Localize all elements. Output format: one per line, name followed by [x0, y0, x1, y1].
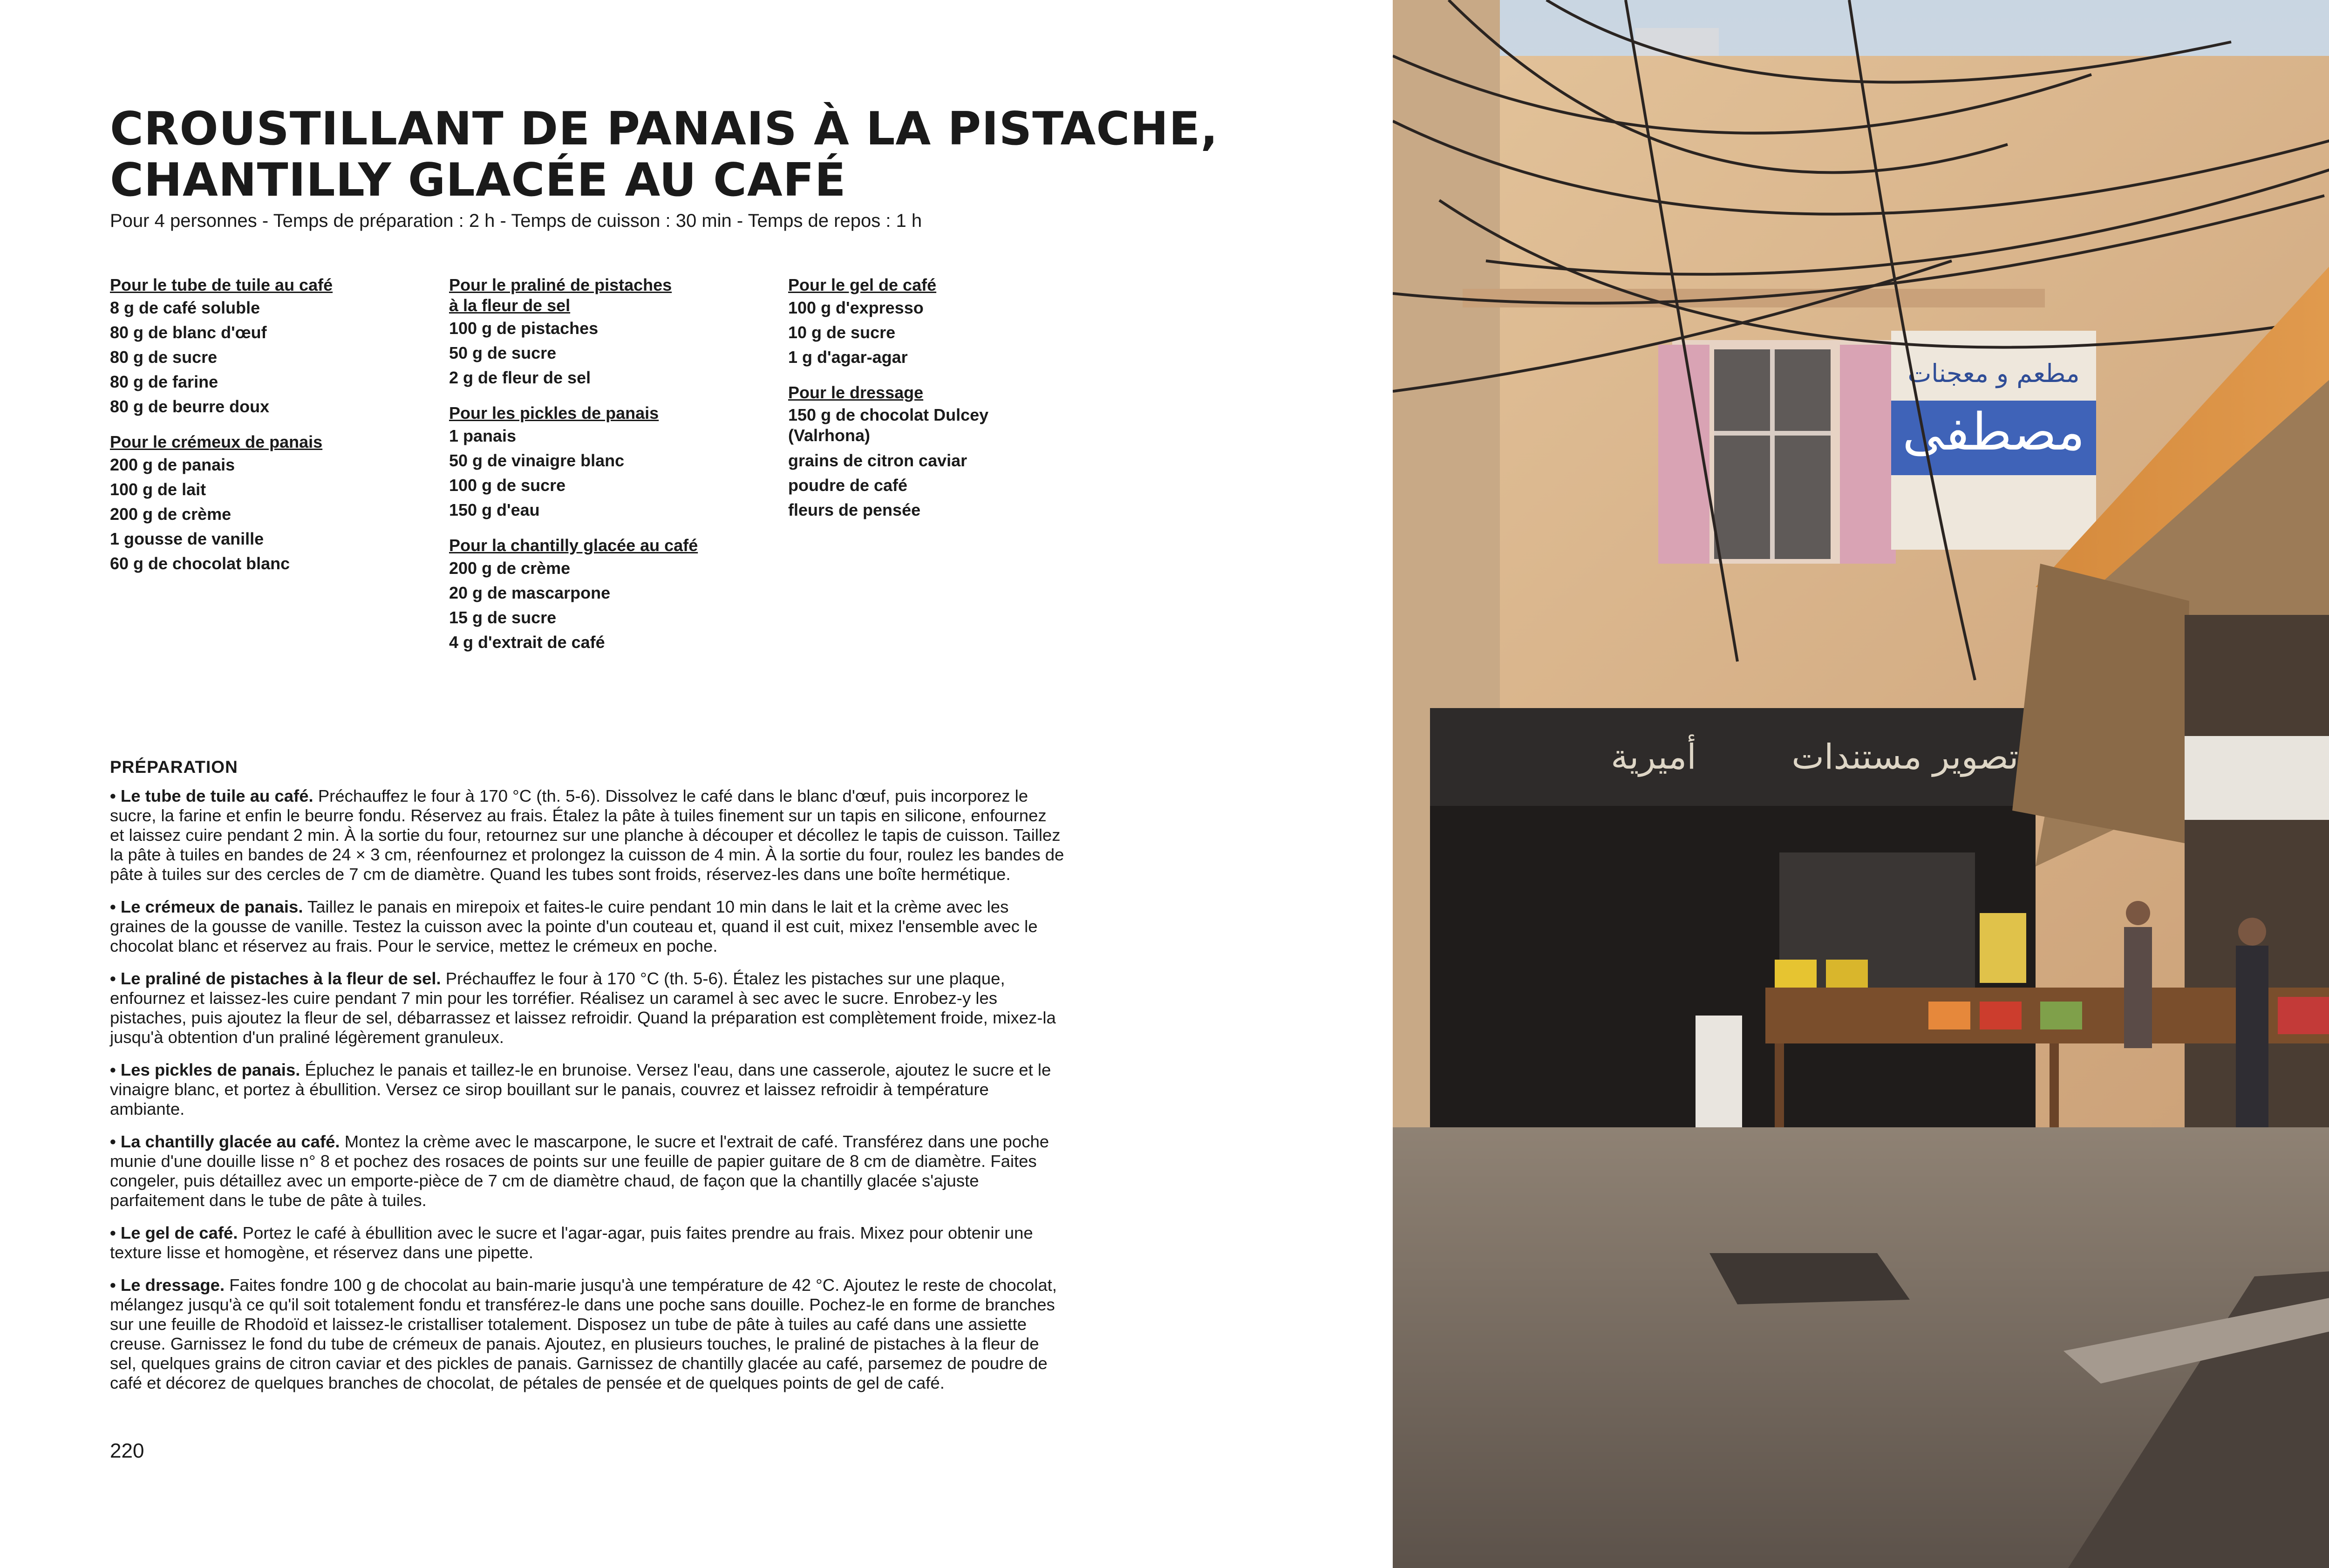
- page-number: 220: [110, 1439, 144, 1462]
- step-text: Montez la crème avec le mascarpone, le sucre et l'extrait de café. Transférez dans une poche munie d'une douille lisse n° 8 et pochez des rosaces de points sur une feuille de papier guitare de 8 cm de diamètre. Faites congeler, puis détaillez avec un emporte-pièce de 7 cm de diamètre chaud, de façon que la chantilly glacée s'ajuste parfaitement dans le tube de pâte à tuiles.: [110, 1132, 1049, 1210]
- recipe-title-line-1: CROUSTILLANT DE PANAIS À LA PISTACHE,: [110, 102, 1219, 156]
- preparation-step: [110, 1223, 1065, 1262]
- ingredient-item: 100 g d'expresso: [788, 298, 924, 317]
- preparation-step: [110, 969, 1065, 1047]
- ingredient-item: 4 g d'extrait de café: [449, 633, 605, 652]
- ingredient-item: 200 g de crème: [110, 504, 232, 524]
- ingredient-item: 8 g de café soluble: [110, 298, 260, 317]
- step-text: Préchauffez le four à 170 °C (th. 5-6). Dissolvez le café dans le blanc d'œuf, puis incorporez le sucre, la farine et enfin le beurre fondu. Réservez au frais. Étalez la pâte à tuiles finement sur un tapis en silicone, enfournez et laissez cuire pendant 2 min. À la sortie du four, retournez sur une planche à découper et décollez le tapis de cuisson. Taillez la pâte à tuiles en bandes de 24 × 3 cm, réenfournez et prolongez la cuisson de 4 min. À la sortie du four, roulez les bandes de pâte à tuiles sur des cercles de 7 cm de diamètre. Quand les tubes sont froids, réservez-les dans une boîte hermétique.: [110, 786, 1064, 884]
- ingredient-item: 80 g de blanc d'œuf: [110, 323, 267, 342]
- step-label: • Le crémeux de panais.: [110, 897, 303, 916]
- ingredient-item: 80 g de sucre: [110, 348, 218, 367]
- preparation-heading: PRÉPARATION: [110, 757, 238, 777]
- street-sign-left: أميرية: [1611, 737, 1696, 777]
- shop-sign-top: مطعم و معجنات: [1907, 359, 2080, 388]
- step-text: Taillez le panais en mirepoix et faites-le cuire pendant 10 min dans le lait et la crème avec les graines de la gousse de vanille. Testez la cuisson avec la pointe d'un couteau et, quand il est cuit, mixez l'ensemble avec le chocolat blanc et réservez au frais. Pour le service, mettez le crémeux en poche.: [110, 897, 1038, 955]
- preparation-step: [110, 897, 1065, 956]
- ingredient-item: 2 g de fleur de sel: [449, 368, 591, 387]
- ingredient-group-title: Pour le gel de café: [788, 275, 937, 294]
- ingredient-item: 150 g d'eau: [449, 500, 540, 519]
- preparation-step: [110, 1275, 1065, 1393]
- ingredient-item: 60 g de chocolat blanc: [110, 554, 290, 573]
- ingredient-group: [110, 432, 436, 576]
- ingredient-group: [449, 535, 775, 654]
- ingredient-item: 200 g de crème: [449, 559, 571, 578]
- ingredient-item: 80 g de beurre doux: [110, 397, 270, 416]
- ingredients-column-1: [110, 275, 436, 589]
- ingredient-group: [449, 275, 775, 390]
- ingredient-item: 1 gousse de vanille: [110, 529, 264, 548]
- ingredient-item: 100 g de lait: [110, 480, 206, 499]
- step-label: • Le gel de café.: [110, 1223, 238, 1242]
- ingredients-column-2: [449, 275, 775, 668]
- preparation-steps: [110, 786, 1065, 1406]
- street-sign-right: تصوير مستندات: [1791, 737, 2019, 777]
- ingredients-column-3: [788, 275, 1114, 535]
- ingredient-group-title: Pour le crémeux de panais: [110, 432, 323, 451]
- ingredient-group-title-line: à la fleur de sel: [449, 296, 571, 315]
- ingredient-item: 50 g de sucre: [449, 343, 557, 362]
- ingredient-item: 1 panais: [449, 426, 517, 445]
- ingredient-group-title: Pour la chantilly glacée au café: [449, 536, 698, 555]
- street-market-photo: [1393, 0, 2329, 1568]
- recipe-meta: Pour 4 personnes - Temps de préparation : 2 h - Temps de cuisson : 30 min - Temps de repos : 1 h: [110, 211, 922, 231]
- step-label: • Le dressage.: [110, 1275, 225, 1295]
- preparation-step: [110, 1132, 1065, 1210]
- step-label: • Les pickles de panais.: [110, 1060, 300, 1079]
- step-label: • La chantilly glacée au café.: [110, 1132, 340, 1151]
- ingredient-group: [788, 275, 1114, 369]
- ingredient-group-title: Pour le dressage: [788, 383, 924, 402]
- shop-sign-main: مصطفى: [1902, 402, 2085, 462]
- ingredient-group: [449, 403, 775, 522]
- step-text: Portez le café à ébullition avec le sucre et l'agar-agar, puis faites prendre au frais. Mixez pour obtenir une texture lisse et homogène, et réservez dans une pipette.: [110, 1223, 1033, 1262]
- ingredient-item: 1 g d'agar-agar: [788, 348, 908, 367]
- preparation-step: [110, 1060, 1065, 1119]
- step-label: • Le tube de tuile au café.: [110, 786, 313, 805]
- ingredient-item: 100 g de sucre: [449, 476, 566, 495]
- ingredient-item: 150 g de chocolat Dulcey (Valrhona): [788, 405, 989, 445]
- step-label: • Le praliné de pistaches à la fleur de sel.: [110, 969, 441, 988]
- ingredient-item: 50 g de vinaigre blanc: [449, 451, 625, 470]
- ingredient-item: 100 g de pistaches: [449, 319, 599, 338]
- ingredient-item: fleurs de pensée: [788, 500, 921, 519]
- ingredient-item: 15 g de sucre: [449, 608, 557, 627]
- ingredient-group: [110, 275, 436, 419]
- ingredient-item: 20 g de mascarpone: [449, 583, 611, 602]
- recipe-title-line-2: CHANTILLY GLACÉE AU CAFÉ: [110, 154, 846, 207]
- ingredient-item: grains de citron caviar: [788, 451, 967, 470]
- step-text: Faites fondre 100 g de chocolat au bain-marie jusqu'à une température de 42 °C. Ajoutez le reste de chocolat, mélangez jusqu'à ce qu'il soit totalement fondu et transférez-le dans une poche sans douille. Pochez-le en forme de branches sur une feuille de Rhodoïd et laissez-le cristalliser totalement. Disposez un tube de pâte à tuiles au café dans une assiette creuse. Garnissez le fond du tube de crémeux de panais. Ajoutez, en plusieurs touches, le praliné de pistaches à la fleur de sel, quelques grains de citron caviar et des pickles de panais. Garnissez de chantilly glacée au café, parsemez de poudre de café et décorez de quelques branches de chocolat, de pétales de pensée et de quelques points de gel de café.: [110, 1275, 1057, 1392]
- ingredient-item: 80 g de farine: [110, 372, 218, 391]
- ingredient-group-title: Pour les pickles de panais: [449, 403, 659, 423]
- ingredient-group: [788, 382, 1114, 522]
- preparation-step: [110, 786, 1065, 884]
- recipe-title: [110, 103, 1274, 206]
- ingredient-group-title: Pour le tube de tuile au café: [110, 275, 333, 294]
- ingredient-group-title-line: Pour le praliné de pistaches: [449, 275, 672, 294]
- step-text: Épluchez le panais et taillez-le en brunoise. Versez l'eau, dans une casserole, ajoutez le sucre et le vinaigre blanc, et portez à ébullition. Versez ce sirop bouillant sur le panais, couvrez et laissez refroidir à température ambiante.: [110, 1060, 1051, 1118]
- step-text: Préchauffez le four à 170 °C (th. 5-6). Étalez les pistaches sur une plaque, enfournez et laissez-les cuire pendant 7 min pour les torréfier. Réalisez un caramel à sec avec le sucre. Enrobez-y les pistaches, puis ajoutez la fleur de sel, débarrassez et laissez refroidir. Quand la préparation est complètement froide, mixez-la jusqu'à obtention d'un praliné légèrement granuleux.: [110, 969, 1056, 1047]
- ingredient-item: 10 g de sucre: [788, 323, 896, 342]
- ingredient-item: poudre de café: [788, 476, 908, 495]
- ingredient-item: 200 g de panais: [110, 455, 235, 474]
- ingredient-group-title: [449, 275, 775, 316]
